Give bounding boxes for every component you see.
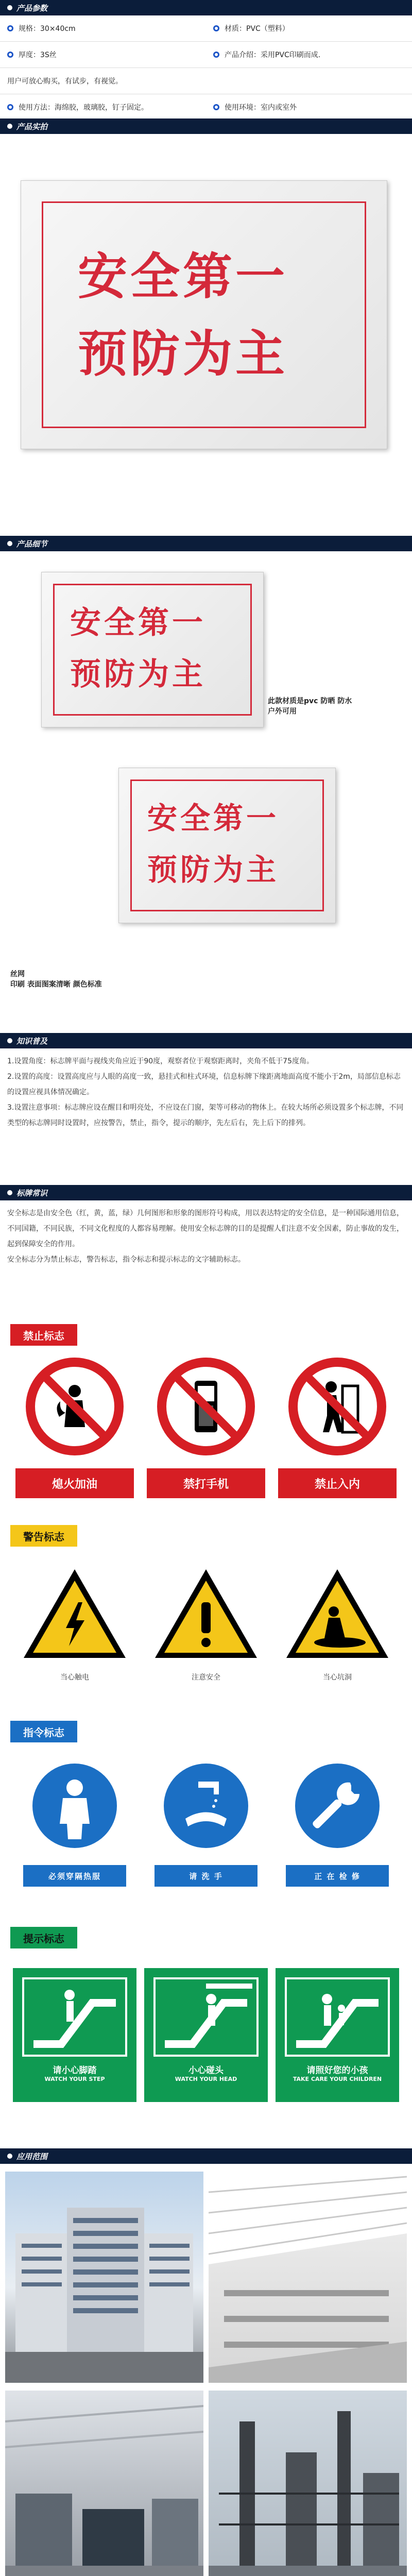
sign-line-2: 预防为主 [147, 852, 280, 887]
section-dot-icon [7, 2154, 12, 2159]
warning-sign-2 [152, 1566, 260, 1662]
command-sign-3 [294, 1762, 381, 1850]
bullet-icon [7, 104, 13, 110]
office-interior-image [209, 2172, 407, 2383]
command-label-3: 正 在 检 修 [286, 1865, 389, 1887]
category-command: 指令标志 [10, 1721, 77, 1742]
application-photo-workshop [5, 2391, 203, 2576]
prohibit-label-3: 禁止入内 [278, 1468, 397, 1498]
hint-label-en-2: WATCH YOUR HEAD [175, 2076, 237, 2082]
wash-hands-icon [162, 1762, 250, 1850]
detail-plate-2 [118, 768, 336, 923]
child-care-icon [276, 1968, 399, 2061]
knowledge-p1: 1.设置角度：标志牌平面与视线夹角应近于90度，观察者位于观察距离时，夹角不低于75度角。 [7, 1057, 314, 1065]
sign-line-2: 预防为主 [70, 656, 206, 692]
application-photo-plant [209, 2391, 407, 2576]
common-p1: 安全标志是由安全色（红，黄，蓝，绿）几何图形和形象的图形符号构成，用以表达特定的安全信息，是一种国际通用信息，不同国籍，不同民族，不同文化程度的人都容易理解。使用安全标志牌的目的是提醒人们注意不安全因素，防止事故的发生，起到保障安全的作用。 [7, 1209, 404, 1248]
params-table [0, 15, 412, 121]
section-header-detail [0, 536, 412, 551]
category-warning: 警告标志 [10, 1525, 77, 1547]
hint-sign-2 [144, 1968, 268, 2102]
knowledge-text [0, 1054, 412, 1131]
electric-shock-icon [21, 1566, 129, 1662]
category-hint: 提示标志 [10, 1927, 77, 1948]
section-dot-icon [7, 1038, 12, 1043]
param-thickness: 厚度：3S丝 [19, 51, 57, 59]
section-title: 知识普及 [16, 1036, 48, 1046]
command-label-2: 请 洗 手 [154, 1865, 258, 1887]
pit-hazard-icon [283, 1566, 391, 1662]
section-title: 产品实拍 [16, 122, 48, 131]
param-size: 规格：30×40cm [19, 25, 76, 33]
sign-line-1: 安全第一 [147, 801, 280, 836]
prohibit-label-2: 禁打手机 [147, 1468, 265, 1498]
protective-suit-icon [31, 1762, 118, 1850]
knowledge-p2: 2.设置的高度：设置高度应与人眼的高度一致，悬挂式和柱式环境，信息标牌下缘距离地面高度不能小于2m，局部信息标志的设置应视具体情况确定。 [7, 1073, 401, 1096]
section-title: 应用范围 [16, 2151, 48, 2161]
knowledge-p3: 3.设置注意事项：标志牌应设在醒目和明亮处，不应设在门窗，架等可移动的物体上。在较大场所必须设置多个标志牌，不同类型的标志牌同时设置时，应按警告，禁止，指令，提示的顺序，先左后右，先上后下的排列。 [7, 1104, 404, 1127]
detail-area [0, 551, 412, 1030]
real-photo [0, 134, 412, 520]
sign-line-1: 安全第一 [78, 248, 288, 306]
sign-line-1: 安全第一 [70, 605, 206, 641]
common-text [0, 1206, 412, 1267]
workshop-image [5, 2391, 203, 2576]
prohibit-sign-3 [286, 1355, 389, 1458]
application-photo-building [5, 2172, 203, 2383]
hint-label-cn-2: 小心碰头 [188, 2065, 224, 2076]
sign-line-2: 预防为主 [78, 325, 288, 383]
category-prohibit: 禁止标志 [10, 1324, 77, 1346]
escalator-step-icon [13, 1968, 136, 2061]
watch-head-icon [144, 1968, 268, 2061]
wrench-icon [294, 1762, 381, 1850]
industrial-plant-image [209, 2391, 407, 2576]
bullet-icon [213, 52, 219, 58]
warning-sign-1 [21, 1566, 129, 1662]
no-entry-icon [286, 1355, 389, 1458]
bullet-icon [7, 25, 13, 31]
application-photo-interior [209, 2172, 407, 2383]
section-dot-icon [7, 1190, 12, 1195]
param-material: 材质：PVC（塑料） [225, 25, 289, 33]
warning-label-1: 当心触电 [60, 1673, 89, 1682]
detail-plate-1 [41, 572, 264, 727]
section-dot-icon [7, 541, 12, 546]
prohibit-sign-1 [23, 1355, 126, 1458]
sign-plate [21, 180, 387, 449]
section-title: 产品细节 [16, 539, 48, 549]
hint-label-cn-1: 请小心脚踏 [53, 2065, 97, 2076]
caution-icon [152, 1566, 260, 1662]
hint-label-en-3: TAKE CARE YOUR CHILDREN [293, 2076, 382, 2082]
bullet-icon [7, 52, 13, 58]
hint-sign-1 [13, 1968, 136, 2102]
bullet-icon [213, 104, 219, 110]
office-building-image [5, 2172, 203, 2383]
warning-sign-3 [283, 1566, 391, 1662]
param-note: 用户可放心购买，有试步，有视觉。 [7, 77, 123, 86]
no-phone-icon [154, 1355, 258, 1458]
param-usage: 使用方法：海绵胶，玻璃胶，钉子固定。 [19, 104, 148, 112]
section-header-params [0, 0, 412, 15]
common-p2: 安全标志分为禁止标志，警告标志，指令标志和提示标志的文字辅助标志。 [7, 1256, 245, 1264]
section-title: 标牌常识 [16, 1188, 48, 1198]
section-header-real [0, 118, 412, 134]
command-sign-1 [31, 1762, 118, 1850]
prohibit-label-1: 熄火加油 [15, 1468, 134, 1498]
section-header-apps [0, 2148, 412, 2164]
detail-caption-2: 丝网 印刷 表面图案清晰 颜色标准 [10, 970, 102, 989]
command-sign-2 [162, 1762, 250, 1850]
command-label-1: 必须穿隔热服 [23, 1865, 126, 1887]
warning-label-2: 注意安全 [192, 1673, 220, 1682]
section-header-knowledge [0, 1033, 412, 1048]
hint-label-cn-3: 请照好您的小孩 [306, 2065, 368, 2076]
param-intro: 产品介绍：采用PVC印刷而成. [225, 51, 321, 59]
hint-sign-3 [276, 1968, 399, 2102]
section-title: 产品参数 [16, 3, 48, 13]
detail-caption-1: 此款材质是pvc 防晒 防水 户外可用 [268, 697, 352, 716]
param-env: 使用环境：室内或室外 [225, 104, 297, 112]
warning-label-3: 当心坑洞 [323, 1673, 352, 1682]
no-fire-icon [23, 1355, 126, 1458]
bullet-icon [213, 25, 219, 31]
section-dot-icon [7, 5, 12, 10]
prohibit-sign-2 [154, 1355, 258, 1458]
section-dot-icon [7, 124, 12, 129]
hint-label-en-1: WATCH YOUR STEP [44, 2076, 105, 2082]
section-header-common [0, 1185, 412, 1200]
